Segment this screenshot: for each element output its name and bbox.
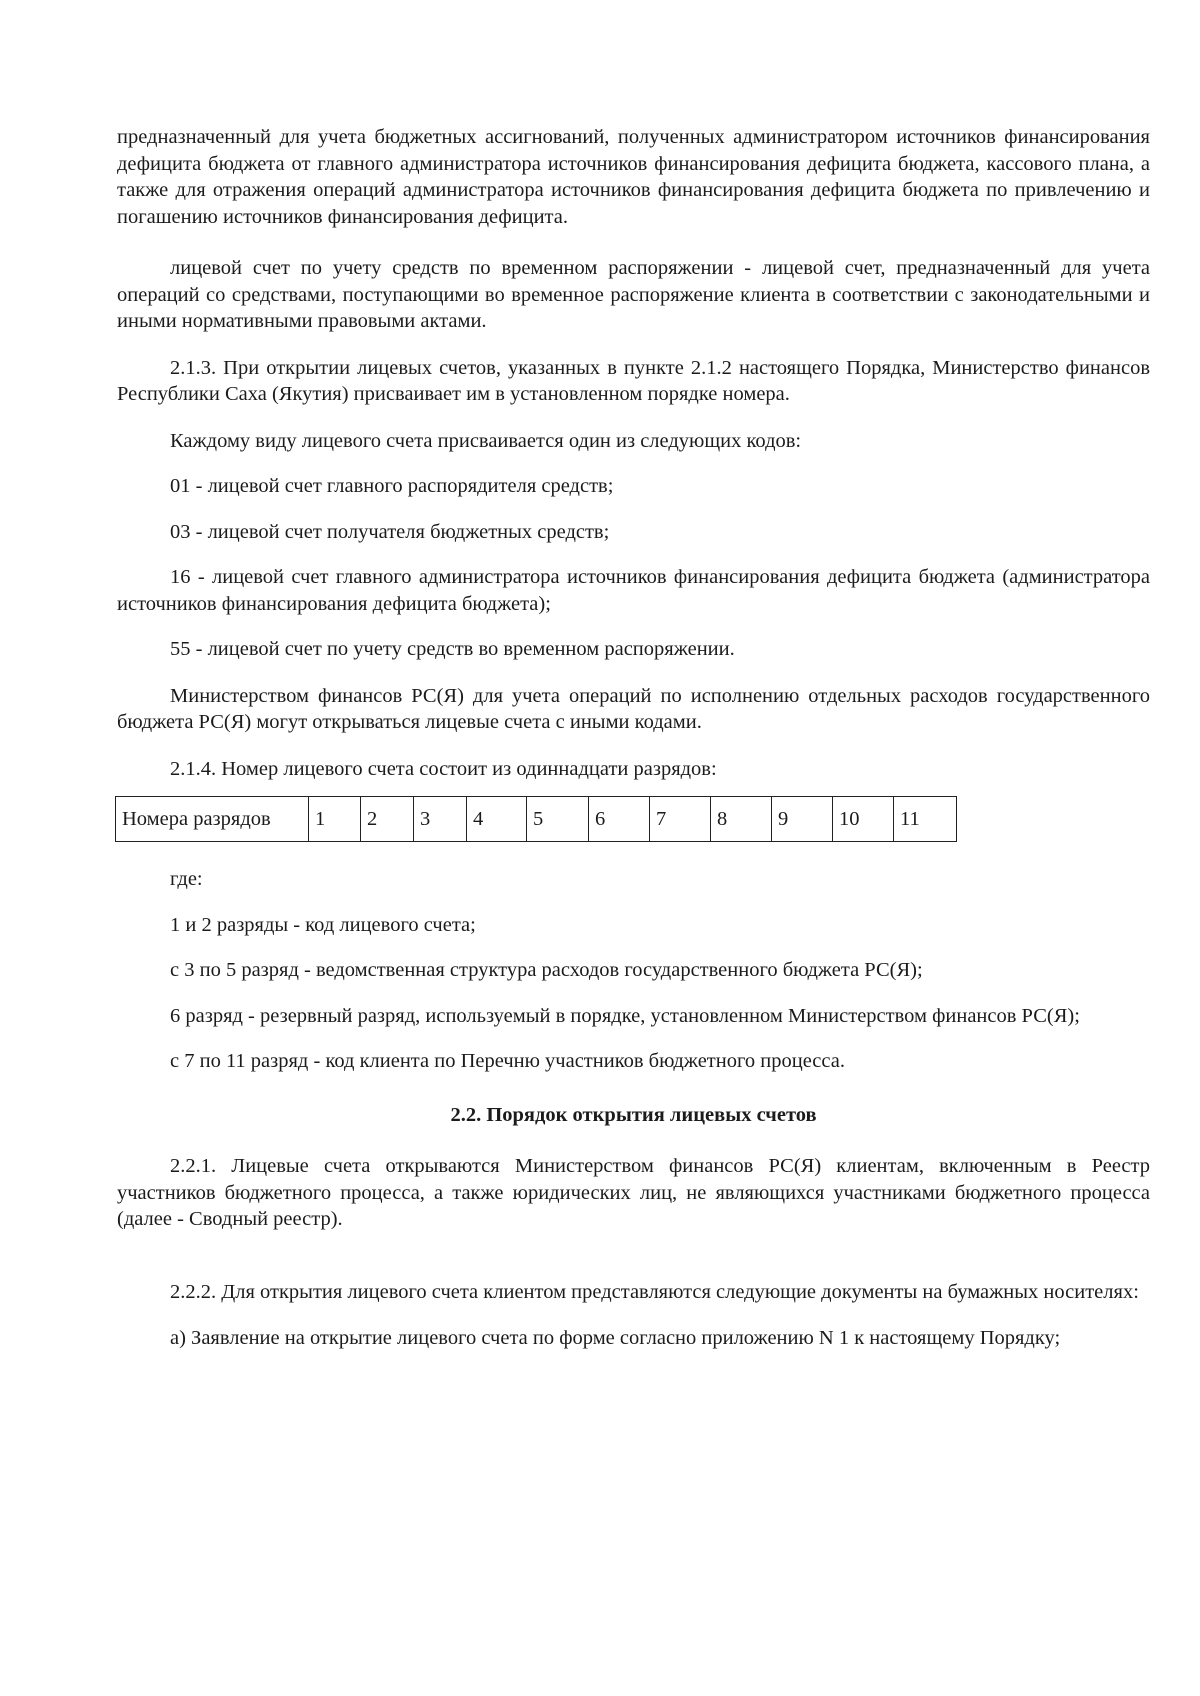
table-cell: 8 bbox=[711, 797, 772, 842]
table-cell: 3 bbox=[414, 797, 467, 842]
paragraph-where: где: bbox=[170, 868, 203, 890]
table-cell: 4 bbox=[467, 797, 527, 842]
table-cell: 5 bbox=[527, 797, 589, 842]
table-cell: 1 bbox=[309, 797, 361, 842]
paragraph-account-purpose: предназначенный для учета бюджетных ассигнований, полученных администратором источников финансирования дефицита бюджета от главного администратора источников финансирования дефицита бюджета, кассового плана, а также для отражения операций администратора источников финансирования дефицита бюджета по привлечению и погашению источников финансирования дефицита. bbox=[117, 126, 1150, 228]
paragraph-digit-6: 6 разряд - резервный разряд, используемый в порядке, установленном Министерством финансов РС(Я); bbox=[170, 1004, 1080, 1027]
paragraph-2-1-4: 2.1.4. Номер лицевого счета состоит из одиннадцати разрядов: bbox=[170, 757, 717, 780]
table-cell: 11 bbox=[894, 797, 957, 842]
paragraph-2-1-3: 2.1.3. При открытии лицевых счетов, указанных в пункте 2.1.2 настоящего Порядка, Министерство финансов Республики Саха (Якутия) присваивает им в установленном порядке номера. bbox=[117, 356, 1150, 405]
table-cell: 2 bbox=[361, 797, 414, 842]
table-cell: 9 bbox=[772, 797, 833, 842]
paragraph-temporary-account: лицевой счет по учету средств по временном распоряжении - лицевой счет, предназначенный для учета операций со средствами, поступающими во временное распоряжение клиента в соответствии с законодательными и иными нормативными правовыми актами. bbox=[117, 257, 1150, 332]
table-row bbox=[116, 797, 957, 842]
table-cell: 6 bbox=[589, 797, 650, 842]
digits-table bbox=[115, 796, 957, 842]
paragraph-code-16: 16 - лицевой счет главного администратора источников финансирования дефицита бюджета (администратора источников финансирования дефицита бюджета); bbox=[117, 566, 1150, 615]
paragraph-codes-intro: Каждому виду лицевого счета присваивается один из следующих кодов: bbox=[170, 429, 802, 452]
section-heading: 2.2. Порядок открытия лицевых счетов bbox=[450, 1103, 817, 1126]
paragraph-code-55: 55 - лицевой счет по учету средств во временном распоряжении. bbox=[170, 638, 735, 660]
document-page bbox=[117, 124, 1150, 1352]
table-cell: 10 bbox=[833, 797, 894, 842]
paragraph-digits-7-11: с 7 по 11 разряд - код клиента по Перечню участников бюджетного процесса. bbox=[170, 1050, 845, 1072]
paragraph-other-codes: Министерством финансов РС(Я) для учета операций по исполнению отдельных расходов государственного бюджета РС(Я) могут открываться лицевые счета с иными кодами. bbox=[117, 684, 1150, 733]
paragraph-2-2-2: 2.2.2. Для открытия лицевого счета клиентом представляются следующие документы на бумажных носителях: bbox=[170, 1280, 1139, 1303]
paragraph-code-01: 01 - лицевой счет главного распорядителя средств; bbox=[170, 475, 614, 497]
paragraph-digits-3-5: с 3 по 5 разряд - ведомственная структура расходов государственного бюджета РС(Я); bbox=[170, 959, 923, 981]
table-cell: 7 bbox=[650, 797, 711, 842]
paragraph-2-2-1: 2.2.1. Лицевые счета открываются Министерством финансов РС(Я) клиентам, включенным в Реестр участников бюджетного процесса, а также юридических лиц, не являющихся участниками бюджетного процесса (далее - Сводный реестр). bbox=[117, 1155, 1150, 1230]
paragraph-digits-1-2: 1 и 2 разряды - код лицевого счета; bbox=[170, 913, 476, 936]
paragraph-item-a: а) Заявление на открытие лицевого счета по форме согласно приложению N 1 к настоящему Порядку; bbox=[170, 1327, 1061, 1349]
paragraph-code-03: 03 - лицевой счет получателя бюджетных средств; bbox=[170, 520, 610, 543]
table-header-cell: Номера разрядов bbox=[116, 797, 309, 842]
